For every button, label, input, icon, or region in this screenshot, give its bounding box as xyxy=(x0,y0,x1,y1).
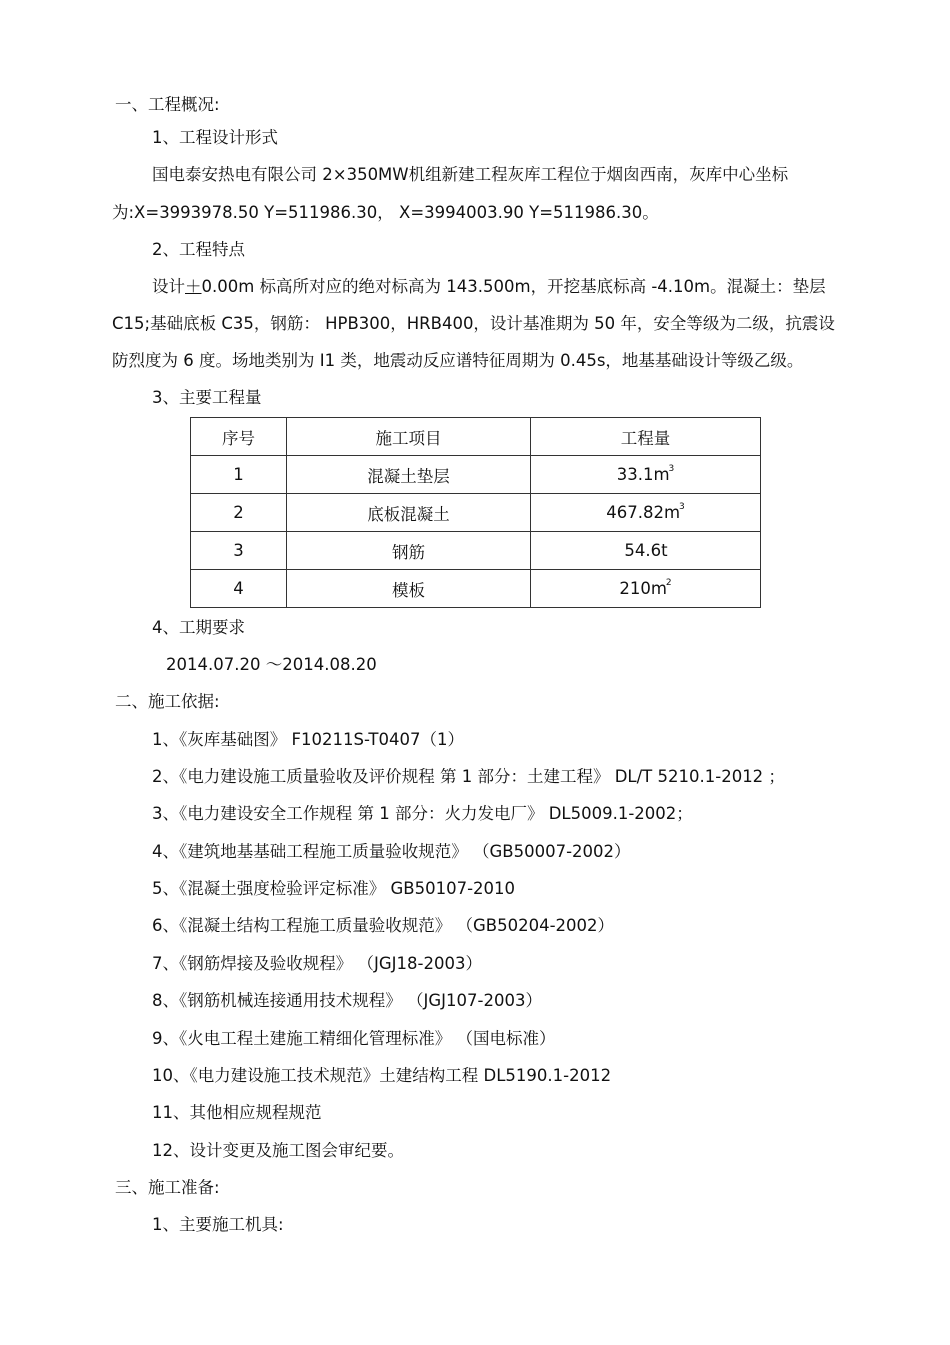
table-header-row xyxy=(191,418,761,456)
header-no: 序号 xyxy=(191,418,287,456)
qty-value: 467.82m xyxy=(606,503,681,522)
cell-qty xyxy=(531,456,761,494)
unit-superscript: 3 xyxy=(668,464,675,474)
reference-item: 10、《电力建设施工技术规范》土建结构工程 DL5190.1-2012 xyxy=(152,1066,612,1085)
cell-item: 模板 xyxy=(287,570,531,608)
cell-item: 底板混凝土 xyxy=(287,494,531,532)
unit-superscript: 3 xyxy=(679,502,685,512)
table-row xyxy=(191,456,761,494)
cell-qty xyxy=(531,570,761,608)
cell-no: 1 xyxy=(191,456,287,494)
header-item: 施工项目 xyxy=(287,418,531,456)
section-3-heading: 三、施工准备: xyxy=(115,1178,220,1197)
reference-item: 7、《钢筋焊接及验收规程》 （JGJ18-2003） xyxy=(152,954,482,973)
paragraph-features-line-3: 防烈度为 6 度。场地类别为 I1 类，地震动反应谱特征周期为 0.45s，地基基础设计等级乙级。 xyxy=(112,351,804,370)
paragraph-features-line-1 xyxy=(152,276,826,298)
cell-no: 4 xyxy=(191,570,287,608)
plus-minus-sign: ＋ xyxy=(185,277,202,296)
paragraph-design-line-2: 为:X=3993978.50 Y=511986.30， X=3994003.90 Y=511986.30。 xyxy=(112,203,659,222)
reference-item: 4、《建筑地基基础工程施工质量验收规范》 （GB50007-2002） xyxy=(152,842,631,861)
table-row xyxy=(191,532,761,570)
header-qty: 工程量 xyxy=(531,418,761,456)
reference-item: 12、设计变更及施工图会审纪要。 xyxy=(152,1141,404,1160)
section-1-heading: 一、工程概况: xyxy=(115,95,220,114)
cell-item: 钢筋 xyxy=(287,532,531,570)
cell-no: 2 xyxy=(191,494,287,532)
reference-item: 6、《混凝土结构工程施工质量验收规范》 （GB50204-2002） xyxy=(152,916,615,935)
reference-item: 8、《钢筋机械连接通用技术规程》 （JGJ107-2003） xyxy=(152,991,542,1010)
reference-item: 9、《火电工程土建施工精细化管理标准》 （国电标准） xyxy=(152,1029,556,1048)
cell-qty xyxy=(531,494,761,532)
table-row xyxy=(191,570,761,608)
quantity-table xyxy=(190,417,761,608)
paragraph-design-line-1: 国电泰安热电有限公司 2×350MW机组新建工程灰库工程位于烟囱西南，灰库中心坐标 xyxy=(152,165,789,184)
table-row xyxy=(191,494,761,532)
qty-value: 33.1m xyxy=(616,465,670,484)
reference-item: 2、《电力建设施工质量验收及评价规程 第 1 部分：土建工程》 DL/T 5210.1-2012 ； xyxy=(152,767,785,786)
cell-qty xyxy=(531,532,761,570)
schedule-period: 2014.07.20 ～2014.08.20 xyxy=(166,655,377,674)
cell-no: 3 xyxy=(191,532,287,570)
qty-value: 210m xyxy=(619,579,667,598)
reference-item: 1、《灰库基础图》 F10211S-T0407（1） xyxy=(152,730,464,749)
cell-item: 混凝土垫层 xyxy=(287,456,531,494)
text-segment: 设计 xyxy=(152,277,185,296)
reference-item: 3、《电力建设安全工作规程 第 1 部分：火力发电厂》 DL5009.1-2002； xyxy=(152,804,693,823)
subsection-1-1-heading: 1、工程设计形式 xyxy=(152,128,278,147)
unit-superscript: 2 xyxy=(665,578,672,588)
subsection-1-2-heading: 2、工程特点 xyxy=(152,240,245,259)
section-2-heading: 二、施工依据: xyxy=(115,692,220,711)
subsection-1-3-heading: 3、主要工程量 xyxy=(152,388,262,407)
paragraph-features-line-2: C15;基础底板 C35，钢筋： HPB300，HRB400，设计基准期为 50 年，安全等级为二级，抗震设 xyxy=(112,314,835,333)
subsection-1-4-heading: 4、工期要求 xyxy=(152,618,245,637)
subsection-3-1-heading: 1、主要施工机具: xyxy=(152,1215,284,1234)
reference-item: 11、其他相应规程规范 xyxy=(152,1103,322,1122)
qty-value: 54.6t xyxy=(624,541,668,560)
reference-item: 5、《混凝土强度检验评定标准》 GB50107-2010 xyxy=(152,879,516,898)
text-segment: 0.00m 标高所对应的绝对标高为 143.500m，开挖基底标高 -4.10m。混凝土：垫层 xyxy=(201,277,826,296)
